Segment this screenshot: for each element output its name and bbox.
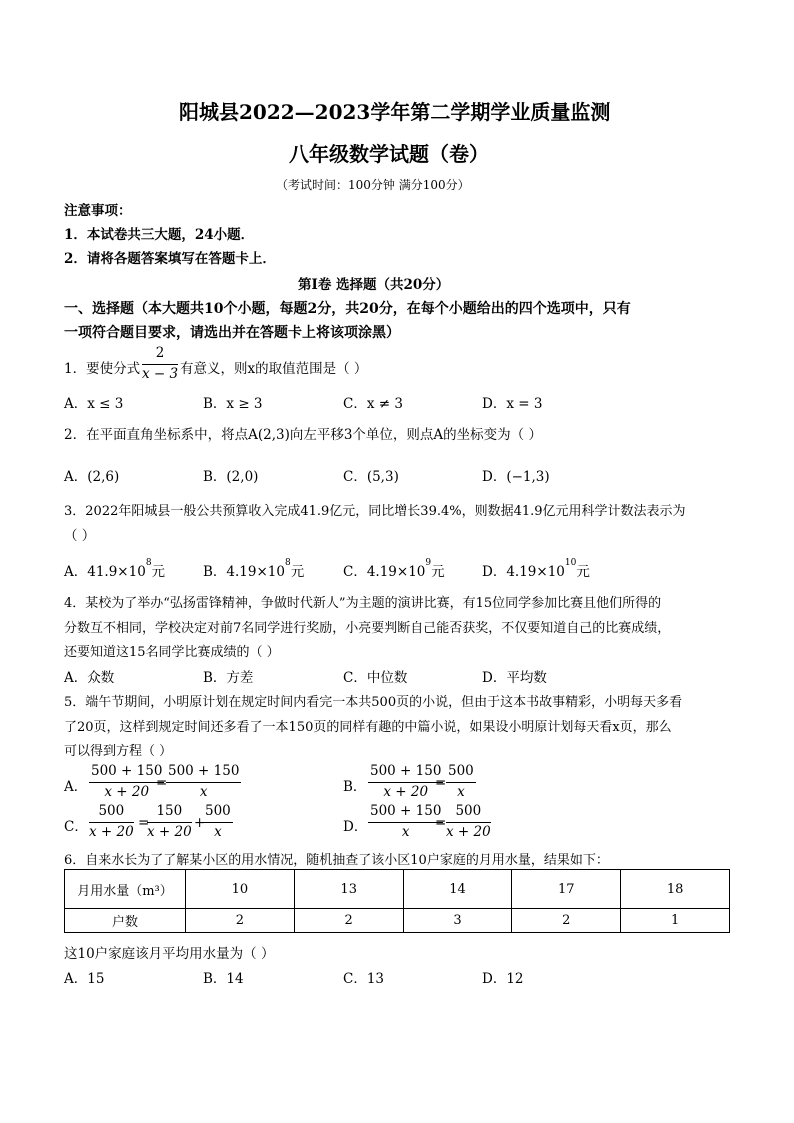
q5-b-left-den: x + 20: [383, 783, 429, 800]
q5-a-right-frac: [166, 765, 241, 799]
table-cell: 14: [403, 870, 512, 909]
q5-line1: 5．端午节期间，小明原计划在规定时间内看完一本共500页的小说，但由于这本书故事精彩，小明每天多看: [64, 695, 683, 710]
q5-line3: 可以得到方程（ ）: [64, 744, 173, 759]
q5-b-label: B．: [343, 779, 367, 795]
q2-option-c[interactable]: C．(5,3): [343, 469, 399, 485]
table-row: [65, 870, 730, 909]
table-cell: 3: [403, 909, 512, 933]
q5-b-right-frac: [446, 765, 476, 799]
section-instruction-1: 一、选择题（本大题共10个小题，每题2分，共20分，在每个小题给出的四个选项中，只有: [64, 301, 631, 317]
q1-option-b[interactable]: B．x ≥ 3: [203, 396, 263, 412]
q5-d-label: D．: [343, 819, 368, 835]
q4-option-d[interactable]: D．平均数: [482, 670, 547, 686]
q6-followup: 这10户家庭该月平均用水量为（ ）: [64, 946, 275, 962]
q5-d-left-num: 500 + 150: [368, 805, 443, 823]
q5-c-b-frac: [147, 805, 192, 839]
water-usage-table: [64, 869, 730, 933]
q5-c-plus: +: [194, 815, 206, 831]
table-cell: 10: [186, 870, 295, 909]
q5-a-left-num: 500 + 150: [89, 765, 164, 783]
q1-option-c[interactable]: C．x ≠ 3: [343, 396, 403, 412]
q3-option-d-unit: 元: [576, 564, 590, 580]
q1-option-a[interactable]: A．x ≤ 3: [64, 396, 124, 412]
page-title-line1: 阳城县2022—2023学年第二学期学业质量监测: [179, 100, 611, 124]
table-header-households: 户数: [65, 909, 186, 933]
table-cell: 18: [621, 870, 730, 909]
q3-option-b-exp: 8: [284, 558, 291, 568]
q5-d-eq: =: [435, 815, 447, 831]
q4-option-c[interactable]: C．中位数: [343, 670, 408, 686]
q5-c-a-frac: [89, 805, 134, 839]
q1-suffix: 有意义，则x的取值范围是（ ）: [180, 361, 368, 377]
q5-b-left-frac: [368, 765, 443, 799]
q4-line3: 还要知道这15名同学比赛成绩的（ ）: [64, 645, 280, 660]
q5-b-right-den: x: [457, 783, 465, 800]
notes-item-1: 1．本试卷共三大题，24小题．: [64, 227, 255, 243]
q6-option-c[interactable]: C．13: [343, 971, 385, 987]
q3-option-b[interactable]: [203, 560, 304, 580]
q2-stem: 2．在平面直角坐标系中，将点A(2,3)向左平移3个单位，则点A的坐标变为（ ）: [64, 427, 542, 443]
q5-b-left-num: 500 + 150: [368, 765, 443, 783]
q5-d-left-frac: [368, 805, 443, 839]
table-cell: 2: [186, 909, 295, 933]
q4-line1: 4．某校为了举办“弘扬雷锋精神，争做时代新人”为主题的演讲比赛，有15位同学参加比赛且他们所得的: [64, 596, 662, 611]
q2-option-a[interactable]: A．(2,6): [64, 469, 120, 485]
q3-option-b-label: B．4.19×10: [203, 564, 285, 580]
table-cell: 17: [512, 870, 621, 909]
q3-stem-line1: 3．2022年阳城县一般公共预算收入完成41.9亿元，同比增长39.4%，则数据41.9亿元用科学计数法表示为: [64, 504, 686, 519]
q5-b-eq: =: [435, 775, 447, 791]
notes-heading: 注意事项：: [64, 203, 132, 219]
q1-option-d[interactable]: D．x = 3: [482, 396, 543, 412]
q3-option-a[interactable]: [64, 560, 165, 580]
q6-stem: 6．自来水长为了了解某小区的用水情况，随机抽查了该小区10户家庭的月用水量，结果如下：: [64, 853, 609, 868]
q5-a-label: A．: [64, 779, 88, 795]
q3-option-c[interactable]: [343, 560, 445, 580]
table-cell: 2: [294, 909, 403, 933]
table-row: [65, 909, 730, 933]
table-cell: 2: [512, 909, 621, 933]
q4-line2: 分数互不相同，学校决定对前7名同学进行奖励，小亮要判断自己能否获奖，不仅要知道自己的比赛成绩，: [64, 621, 671, 636]
q5-a-right-num: 500 + 150: [166, 765, 241, 783]
table-header-usage: 月用水量（m³）: [65, 870, 186, 909]
q5-c-c-num: 500: [203, 805, 233, 823]
q3-stem-line2: （ ）: [64, 528, 96, 544]
q5-a-left-frac: [89, 765, 164, 799]
q3-option-c-label: C．4.19×10: [343, 564, 426, 580]
q3-option-d-label: D．4.19×10: [482, 564, 565, 580]
q3-option-c-exp: 9: [425, 558, 432, 568]
q4-option-a[interactable]: A．众数: [64, 670, 115, 686]
q3-option-a-unit: 元: [151, 564, 166, 580]
q5-c-a-num: 500: [89, 805, 134, 823]
q5-c-c-den: x: [214, 823, 222, 840]
q3-option-d-exp: 10: [564, 558, 577, 568]
q1-fraction: [142, 347, 178, 381]
q3-option-a-label: A．41.9×10: [64, 564, 146, 580]
q1-prefix: 1．要使分式: [64, 361, 141, 377]
section-title: 第Ⅰ卷 选择题（共20分）: [298, 277, 450, 293]
q5-a-left-den: x + 20: [104, 783, 150, 800]
q3-option-b-unit: 元: [290, 564, 305, 580]
q5-c-a-den: x + 20: [89, 823, 134, 840]
q5-c-b-den: x + 20: [147, 823, 192, 840]
q2-option-d[interactable]: D．(−1,3): [482, 469, 550, 485]
section-instruction-2: 一项符合题目要求，请选出并在答题卡上将该项涂黑）: [64, 325, 400, 341]
notes-item-2: 2．请将各题答案填写在答题卡上．: [64, 251, 276, 267]
q6-option-a[interactable]: A．15: [64, 971, 105, 987]
q5-c-b-num: 150: [147, 805, 192, 823]
q2-option-b[interactable]: B．(2,0): [203, 469, 259, 485]
q1-frac-den: x − 3: [142, 365, 179, 382]
q5-d-left-den: x: [401, 823, 410, 840]
page-title-line2: 八年级数学试题（卷）: [289, 142, 489, 166]
q3-option-a-exp: 8: [145, 558, 152, 568]
q3-option-c-unit: 元: [431, 564, 445, 580]
q4-option-b[interactable]: B．方差: [203, 670, 254, 686]
q5-b-right-num: 500: [446, 765, 476, 783]
table-cell: 13: [294, 870, 403, 909]
q5-c-label: C．: [64, 819, 88, 835]
q5-a-eq: =: [156, 775, 168, 791]
q5-line2: 了20页，这样到规定时间还多看了一本150页的同样有趣的中篇小说，如果设小明原计划每天看x页，那么: [64, 720, 672, 735]
q6-option-d[interactable]: D．12: [482, 971, 524, 987]
exam-info: （考试时间：100分钟 满分100分）: [276, 178, 470, 192]
q5-a-right-den: x: [199, 783, 208, 800]
q5-c-c-frac: [203, 805, 233, 839]
q1-frac-num: 2: [142, 347, 178, 365]
q5-d-right-frac: [446, 805, 491, 839]
q5-d-right-den: x + 20: [446, 823, 491, 840]
q5-d-right-num: 500: [446, 805, 491, 823]
table-cell: 1: [621, 909, 730, 933]
q3-option-d[interactable]: [482, 560, 590, 580]
q6-option-b[interactable]: B．14: [203, 971, 244, 987]
q5-c-eq: =: [138, 815, 150, 831]
